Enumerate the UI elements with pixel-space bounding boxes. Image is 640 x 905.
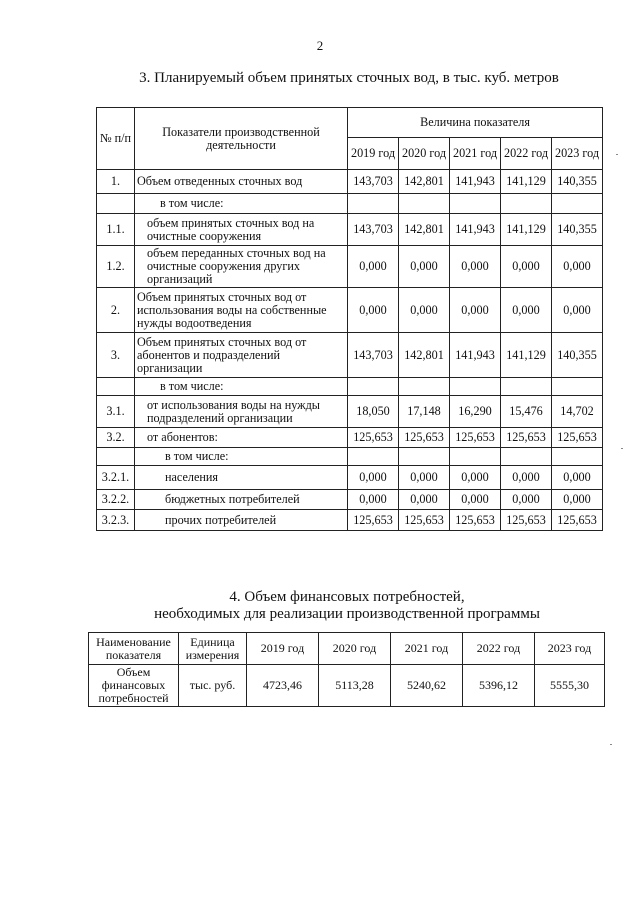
section-4-title-line2: необходимых для реализации производственной программы [154,606,540,622]
row-value: 143,703 [348,214,399,246]
row-number: 1.1. [97,214,135,246]
header-value-group: Величина показателя [348,108,603,138]
row-value: 0,000 [348,246,399,288]
financial-needs-table [88,632,605,707]
row-value: 141,943 [450,333,501,378]
row-label: Объем принятых сточных вод от абонентов и подразделений организации [135,333,348,378]
row-value: 0,000 [450,466,501,490]
row-value: 0,000 [501,490,552,510]
header-year: 2020 год [319,633,391,665]
row-value: 125,653 [399,428,450,448]
header-year: 2021 год [450,138,501,170]
row-value: 0,000 [348,490,399,510]
header-year: 2021 год [391,633,463,665]
row-number: 2. [97,288,135,333]
table-row [97,194,603,214]
row-value: 142,801 [399,170,450,194]
row-value: 14,702 [552,396,603,428]
row-value [552,448,603,466]
table-row [97,170,603,194]
margin-mark [621,448,623,449]
row-number: 1.2. [97,246,135,288]
row-label: в том числе: [135,194,348,214]
row-value [399,448,450,466]
header-name: Наименование показателя [89,633,179,665]
row-name: Объем финансовых потребностей [89,665,179,707]
row-value: 16,290 [450,396,501,428]
row-value: 0,000 [399,246,450,288]
row-value: 141,129 [501,214,552,246]
row-unit: тыс. руб. [179,665,247,707]
row-value: 5113,28 [319,665,391,707]
row-value: 0,000 [399,490,450,510]
row-value: 0,000 [399,288,450,333]
row-value [450,378,501,396]
row-value: 141,943 [450,214,501,246]
row-value [450,194,501,214]
row-number: 3.2.1. [97,466,135,490]
row-value: 125,653 [552,510,603,531]
row-label: населения [135,466,348,490]
row-label: Объем принятых сточных вод от использования воды на собственные нужды водоотведения [135,288,348,333]
margin-mark [616,154,618,155]
row-value: 140,355 [552,170,603,194]
row-value: 141,943 [450,170,501,194]
row-number [97,448,135,466]
row-value: 125,653 [501,428,552,448]
row-value [501,448,552,466]
row-value [399,194,450,214]
row-number: 3.1. [97,396,135,428]
table-row [97,378,603,396]
row-label: от использования воды на нужды подразделений организации [135,396,348,428]
row-value: 0,000 [399,466,450,490]
row-value [450,448,501,466]
row-value: 141,129 [501,333,552,378]
row-value: 142,801 [399,214,450,246]
row-label: Объем отведенных сточных вод [135,170,348,194]
table-row [97,510,603,531]
row-value: 0,000 [501,246,552,288]
row-value: 141,129 [501,170,552,194]
header-year: 2019 год [348,138,399,170]
header-year: 2019 год [247,633,319,665]
page-number: 2 [316,38,324,53]
row-label: в том числе: [135,448,348,466]
row-number: 3.2.3. [97,510,135,531]
row-label: в том числе: [135,378,348,396]
row-label: бюджетных потребителей [135,490,348,510]
row-value: 125,653 [399,510,450,531]
row-number: 3. [97,333,135,378]
row-value: 0,000 [450,288,501,333]
row-number: 3.2. [97,428,135,448]
table-row [97,214,603,246]
header-indicators: Показатели производственной деятельности [135,108,348,170]
row-value [399,378,450,396]
row-value [552,378,603,396]
row-value: 18,050 [348,396,399,428]
row-value: 142,801 [399,333,450,378]
row-number [97,194,135,214]
row-value [552,194,603,214]
row-value: 125,653 [348,510,399,531]
row-value: 5396,12 [463,665,535,707]
table-row [97,490,603,510]
table-row [97,396,603,428]
row-value: 17,148 [399,396,450,428]
row-value: 125,653 [450,510,501,531]
row-number [97,378,135,396]
row-label: от абонентов: [135,428,348,448]
header-year: 2022 год [501,138,552,170]
wastewater-volume-table [96,107,603,531]
row-value [501,194,552,214]
row-value: 125,653 [501,510,552,531]
row-value [501,378,552,396]
row-value: 0,000 [552,288,603,333]
header-year: 2020 год [399,138,450,170]
header-year: 2023 год [552,138,603,170]
section-3-title: 3. Планируемый объем принятых сточных вод, в тыс. куб. метров [139,70,559,86]
row-value: 0,000 [501,288,552,333]
row-value: 0,000 [552,246,603,288]
section-4-title [88,589,606,623]
row-value: 0,000 [348,466,399,490]
row-number: 3.2.2. [97,490,135,510]
row-value: 0,000 [450,490,501,510]
header-year: 2023 год [535,633,605,665]
margin-mark [610,744,612,745]
row-value: 5555,30 [535,665,605,707]
row-value: 143,703 [348,333,399,378]
table-row [97,466,603,490]
table-row [97,448,603,466]
row-label: объем принятых сточных вод на очистные сооружения [135,214,348,246]
row-value: 0,000 [552,466,603,490]
table-row [97,333,603,378]
row-value: 125,653 [552,428,603,448]
table-row [97,246,603,288]
row-number: 1. [97,170,135,194]
row-value: 125,653 [348,428,399,448]
row-value [348,378,399,396]
row-value: 15,476 [501,396,552,428]
row-value: 5240,62 [391,665,463,707]
row-label: прочих потребителей [135,510,348,531]
section-4-title-line1: 4. Объем финансовых потребностей, [229,589,465,605]
row-value: 0,000 [450,246,501,288]
header-num: № п/п [97,108,135,170]
table-row [97,428,603,448]
row-value: 4723,46 [247,665,319,707]
row-label: объем переданных сточных вод на очистные сооружения других организаций [135,246,348,288]
row-value: 125,653 [450,428,501,448]
header-unit: Единица измерения [179,633,247,665]
row-value: 140,355 [552,333,603,378]
row-value [348,448,399,466]
row-value [348,194,399,214]
table-row [97,288,603,333]
row-value: 140,355 [552,214,603,246]
row-value: 0,000 [348,288,399,333]
header-year: 2022 год [463,633,535,665]
row-value: 0,000 [552,490,603,510]
row-value: 143,703 [348,170,399,194]
row-value: 0,000 [501,466,552,490]
